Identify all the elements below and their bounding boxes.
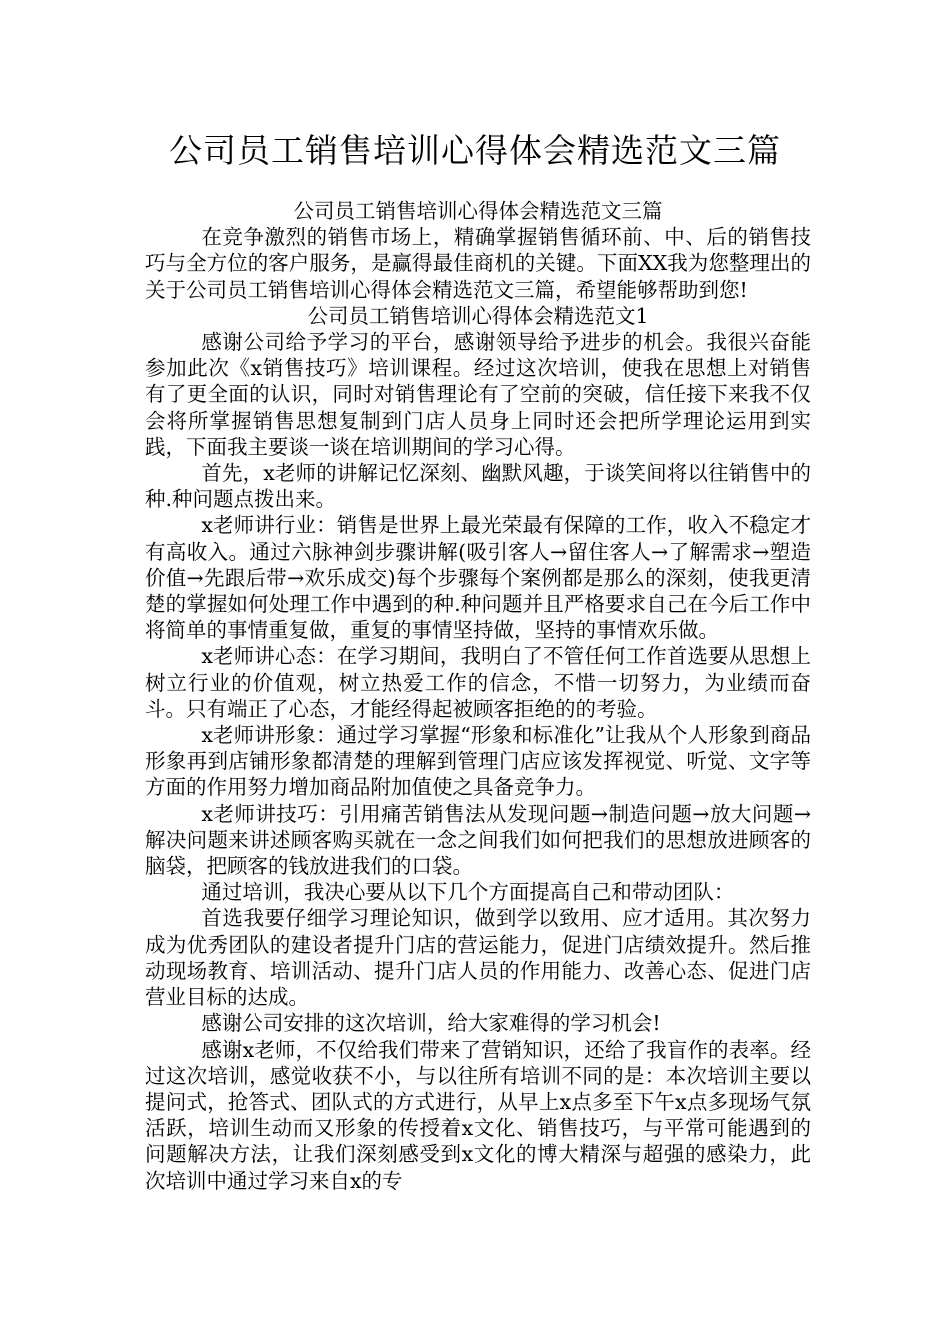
paragraph: 首先，x老师的讲解记忆深刻、幽默风趣，于谈笑间将以往销售中的种.种问题点拨出来。 [145, 461, 811, 512]
paragraph: x老师讲心态：在学习期间，我明白了不管任何工作首选要从思想上树立行业的价值观，树立热爱工作的信念，不惜一切努力，为业绩而奋斗。只有端正了心态，才能经得起被顾客拒绝的的考验。 [145, 644, 811, 721]
paragraph: x老师讲技巧：引用痛苦销售法从发现问题→制造问题→放大问题→解决问题来讲述顾客购买就在一念之间我们如何把我们的思想放进顾客的脑袋，把顾客的钱放进我们的口袋。 [145, 801, 811, 879]
paragraph: 感谢公司安排的这次培训，给大家难得的学习机会! [201, 1011, 661, 1036]
section-heading: 公司员工销售培训心得体会精选范文1 [307, 303, 649, 328]
document-title: 公司员工销售培训心得体会精选范文三篇 [169, 131, 781, 170]
paragraph: 通过培训，我决心要从以下几个方面提高自己和带动团队： [201, 880, 735, 905]
paragraph: 感谢x老师，不仅给我们带来了营销知识，还给了我盲作的表率。经过这次培训，感觉收获不小，与以往所有培训不同的是：本次培训主要以提问式，抢答式、团队式的方式进行，从早上x点多至下午x点多现场气氛活跃，培训生动而又形象的传授着x文化、销售技巧，与平常可能遇到的问题解决方法，让我们深刻感受到x文化的博大精深与超强的感染力，此次培训中通过学习来自x的专 [145, 1037, 811, 1193]
paragraph: x老师讲形象：通过学习掌握“形象和标准化”让我从个人形象到商品形象再到店铺形象都清楚的理解到管理门店应该发挥视觉、听觉、文字等方面的作用努力增加商品附加值使之具备竞争力。 [145, 723, 811, 800]
paragraph: 在竞争激烈的销售市场上，精确掌握销售循环前、中、后的销售技巧与全方位的客户服务，是赢得最佳商机的关键。下面XX我为您整理出的关于公司员工销售培训心得体会精选范文三篇，希望能够帮助到您! [145, 225, 811, 302]
paragraph: 首选我要仔细学习理论知识，做到学以致用、应才适用。其次努力成为优秀团队的建设者提升门店的营运能力，促进门店绩效提升。然后推动现场教育、培训活动、提升门店人员的作用能力、改善心态、促进门店营业目标的达成。 [145, 906, 811, 1010]
document-subtitle: 公司员工销售培训心得体会精选范文三篇 [293, 199, 663, 223]
paragraph: x老师讲行业：销售是世界上最光荣最有保障的工作，收入不稳定才有高收入。通过六脉神剑步骤讲解(吸引客人→留住客人→了解需求→塑造价值→先跟后带→欢乐成交)每个步骤每个案例都是那么的深刻，使我更清楚的掌握如何处理工作中遇到的种.种问题并且严格要求自己在今后工作中将简单的事情重复做，重复的事情坚持做，坚持的事情欢乐做。 [145, 513, 811, 643]
paragraph: 感谢公司给予学习的平台，感谢领导给予进步的机会。我很兴奋能参加此次《x销售技巧》培训课程。经过这次培训，使我在思想上对销售有了更全面的认识，同时对销售理论有了空前的突破，信任接下来我不仅会将所掌握销售思想复制到门店人员身上同时还会把所学理论运用到实践，下面我主要谈一谈在培训期间的学习心得。 [145, 330, 811, 459]
document-body [145, 198, 811, 1194]
